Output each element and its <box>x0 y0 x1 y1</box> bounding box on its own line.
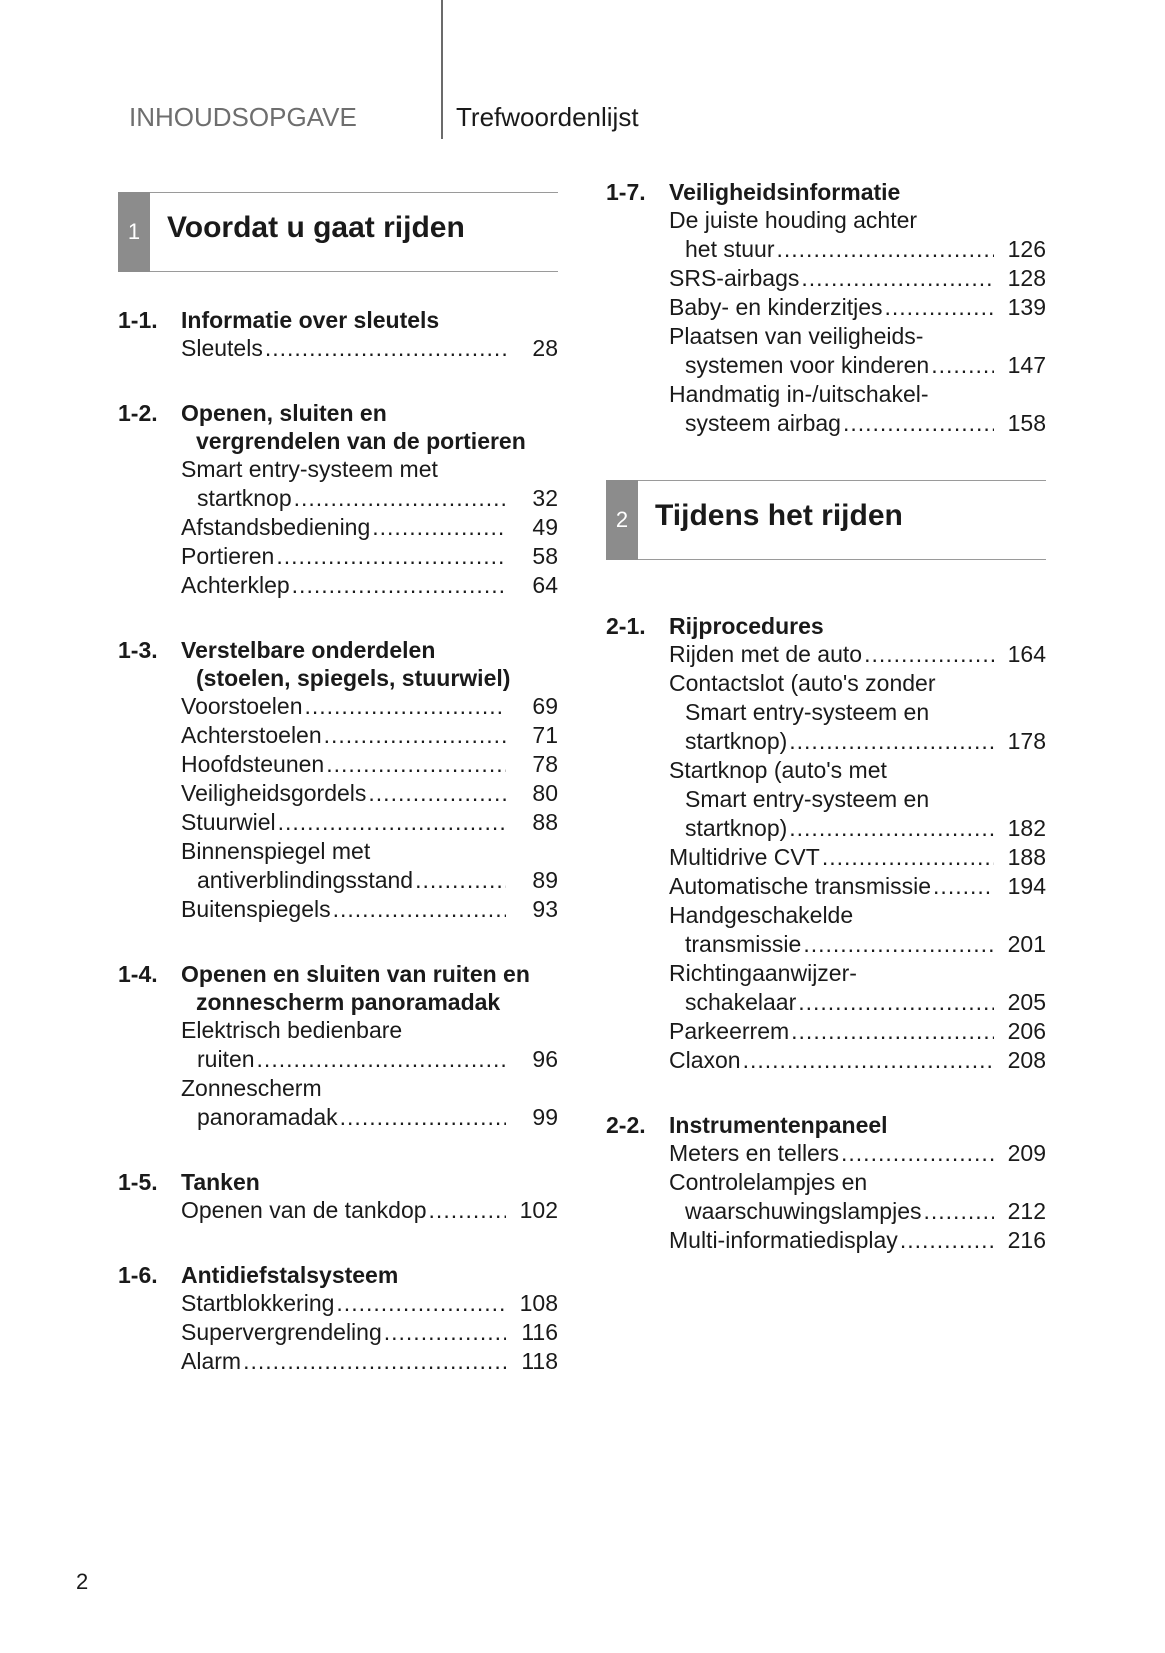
entry-page-number: 178 <box>1007 728 1046 754</box>
dot-leader <box>429 1196 506 1225</box>
entry-page-number: 126 <box>1007 236 1046 262</box>
dot-leader <box>777 235 995 264</box>
dot-leader <box>864 640 994 669</box>
section-title-line: Openen, sluiten en <box>181 400 387 426</box>
section-title <box>181 399 558 455</box>
entry-page-number: 209 <box>1007 1140 1046 1166</box>
entry-text: Veiligheidsgordels <box>181 780 367 806</box>
entry-page-number: 208 <box>1007 1047 1046 1073</box>
toc-section <box>118 960 558 1132</box>
entry-page-line <box>181 692 558 721</box>
toc-entry[interactable] <box>669 293 1046 322</box>
toc-entry[interactable] <box>181 1318 558 1347</box>
entry-text: het stuur <box>685 236 775 262</box>
header-divider <box>441 0 443 139</box>
entry-page-number: 32 <box>532 485 558 511</box>
entry-page-line <box>181 1196 558 1225</box>
section-title <box>669 1111 1046 1139</box>
dot-leader <box>789 814 994 843</box>
entry-page-number: 158 <box>1007 410 1046 436</box>
entry-page-line <box>181 1045 558 1074</box>
entry-page-number: 116 <box>521 1319 558 1345</box>
entry-page-line <box>181 542 558 571</box>
chapter-sections <box>118 306 558 1376</box>
entry-page-line <box>669 843 1046 872</box>
section-entries <box>118 1289 558 1376</box>
entry-text: Meters en tellers <box>669 1140 840 1166</box>
section-title-line: Verstelbare onderdelen <box>181 637 436 663</box>
toc-entry[interactable] <box>669 756 1046 843</box>
entry-text: Openen van de tankdop <box>181 1197 427 1223</box>
section-number: 1-3. <box>118 637 158 663</box>
entry-page-line <box>181 1289 558 1318</box>
entry-text: Supervergrendeling <box>181 1319 382 1345</box>
entry-text-line: Handmatig in-/uitschakel- <box>669 381 929 407</box>
entry-page-number: 80 <box>532 780 558 806</box>
entry-page-line <box>669 640 1046 669</box>
toc-entry[interactable] <box>181 895 558 924</box>
entry-text: systemen voor kinderen <box>685 352 930 378</box>
entry-page-number: 89 <box>532 867 558 893</box>
entry-text-line: De juiste houding achter <box>669 207 918 233</box>
entry-text-line: Plaatsen van veiligheids- <box>669 323 924 349</box>
entry-page-number: 205 <box>1007 989 1046 1015</box>
entry-text: startknop <box>197 485 292 511</box>
entry-page-number: 206 <box>1007 1018 1046 1044</box>
toc-entry[interactable] <box>181 513 558 542</box>
entry-page-line <box>669 1139 1046 1168</box>
entry-text: Achterklep <box>181 572 290 598</box>
entry-page-line <box>669 988 1046 1017</box>
dot-leader <box>841 1139 994 1168</box>
section-entries <box>118 1196 558 1225</box>
entry-page-number: 216 <box>1007 1227 1046 1253</box>
entry-text: Sleutels <box>181 335 263 361</box>
entry-page-line <box>669 235 1046 264</box>
dot-leader <box>791 1017 994 1046</box>
toc-entry[interactable] <box>669 322 1046 380</box>
entry-page-number: 88 <box>532 809 558 835</box>
entry-text: Baby- en kinderzitjes <box>669 294 883 320</box>
entry-page-number: 194 <box>1007 873 1046 899</box>
section-title <box>181 960 558 1016</box>
entry-page-line <box>181 779 558 808</box>
entry-page-number: 102 <box>519 1197 558 1223</box>
section-entries <box>606 1139 1046 1255</box>
entry-page-number: 28 <box>532 335 558 361</box>
dot-leader <box>368 779 506 808</box>
dot-leader <box>292 571 506 600</box>
chapter-heading[interactable] <box>118 192 558 272</box>
entry-text: waarschuwingslampjes <box>685 1198 922 1224</box>
entry-page-line <box>181 721 558 750</box>
section-heading[interactable] <box>118 306 558 334</box>
toc-entry[interactable] <box>669 959 1046 1017</box>
entry-page-number: 118 <box>521 1348 558 1374</box>
dot-leader <box>931 351 994 380</box>
entry-text: Rijden met de auto <box>669 641 863 667</box>
entry-page-number: 49 <box>532 514 558 540</box>
toc-entry[interactable] <box>669 1139 1046 1168</box>
entry-page-line <box>669 1046 1046 1075</box>
dot-leader <box>276 542 506 571</box>
section-number: 1-6. <box>118 1262 158 1288</box>
entry-page-line <box>181 750 558 779</box>
section-number: 1-2. <box>118 400 158 426</box>
toc-column-left <box>118 192 558 1376</box>
toc-entry[interactable] <box>181 1016 558 1074</box>
chapter-heading[interactable] <box>606 480 1046 560</box>
chapter-title: Voordat u gaat rijden <box>167 211 465 244</box>
toc-entry[interactable] <box>669 1017 1046 1046</box>
dot-leader <box>324 721 506 750</box>
entry-text: Hoofdsteunen <box>181 751 325 777</box>
entry-page-line <box>181 1318 558 1347</box>
entry-text-line: Smart entry-systeem en <box>685 786 930 812</box>
dot-leader <box>340 1103 506 1132</box>
section-title <box>669 612 1046 640</box>
section-number: 1-4. <box>118 961 158 987</box>
dot-leader <box>333 895 506 924</box>
entry-text-line: Elektrisch bedienbare <box>181 1017 403 1043</box>
toc-section <box>118 1168 558 1225</box>
entry-page-line <box>669 293 1046 322</box>
dot-leader <box>843 409 994 438</box>
dot-leader <box>789 727 994 756</box>
entry-page-number: 188 <box>1007 844 1046 870</box>
dot-leader <box>294 484 506 513</box>
entry-page-line <box>181 1347 558 1376</box>
toc-section <box>118 306 558 363</box>
section-entries <box>118 1016 558 1132</box>
toc-entry[interactable] <box>669 669 1046 756</box>
entry-text-line: Handgeschakelde <box>669 902 854 928</box>
section-title-line: (stoelen, spiegels, stuurwiel) <box>196 665 511 691</box>
entry-text-line: Binnenspiegel met <box>181 838 371 864</box>
entry-text: schakelaar <box>685 989 797 1015</box>
entry-page-line <box>669 1226 1046 1255</box>
entry-text: Stuurwiel <box>181 809 276 835</box>
dot-leader <box>933 872 994 901</box>
entry-page-line <box>669 264 1046 293</box>
section-heading[interactable] <box>118 1168 558 1196</box>
section-title-line: Informatie over sleutels <box>181 307 440 333</box>
dot-leader <box>885 293 995 322</box>
entry-page-number: 139 <box>1007 294 1046 320</box>
section-entries <box>118 455 558 600</box>
section-title <box>669 178 1046 206</box>
entry-page-line <box>181 513 558 542</box>
entry-text: Afstandsbediening <box>181 514 371 540</box>
toc-section <box>606 1111 1046 1255</box>
toc-entry[interactable] <box>181 1289 558 1318</box>
dot-leader <box>384 1318 506 1347</box>
entry-page-number: 58 <box>532 543 558 569</box>
entry-page-line <box>669 1197 1046 1226</box>
entry-page-line <box>181 334 558 363</box>
entry-text: ruiten <box>197 1046 255 1072</box>
dot-leader <box>801 264 994 293</box>
section-entries <box>606 640 1046 1075</box>
entry-text-line: Startknop (auto's met <box>669 757 887 783</box>
entry-text-line: Richtingaanwijzer- <box>669 960 857 986</box>
section-number: 1-1. <box>118 307 158 333</box>
section-heading[interactable] <box>606 1111 1046 1139</box>
entry-text: Alarm <box>181 1348 242 1374</box>
toc-entry[interactable] <box>669 264 1046 293</box>
toc-entry[interactable] <box>181 1347 558 1376</box>
section-heading[interactable] <box>606 612 1046 640</box>
toc-entry[interactable] <box>669 380 1046 438</box>
entry-text: transmissie <box>685 931 802 957</box>
entry-text: Multidrive CVT <box>669 844 820 870</box>
entry-page-line <box>669 351 1046 380</box>
toc-entry[interactable] <box>181 808 558 837</box>
section-heading[interactable] <box>118 636 558 692</box>
entry-text: startknop) <box>685 728 788 754</box>
section-title-line: Rijprocedures <box>669 613 824 639</box>
entry-page-number: 96 <box>532 1046 558 1072</box>
entry-text: Voorstoelen <box>181 693 303 719</box>
entry-text: startknop) <box>685 815 788 841</box>
entry-page-number: 71 <box>532 722 558 748</box>
entry-page-line <box>181 484 558 513</box>
toc-entry[interactable] <box>181 334 558 363</box>
header-toc-label: INHOUDSOPGAVE <box>129 102 357 132</box>
toc-entry[interactable] <box>669 901 1046 959</box>
entry-text: Achterstoelen <box>181 722 322 748</box>
section-heading[interactable] <box>118 1261 558 1289</box>
toc-entry[interactable] <box>181 1196 558 1225</box>
continued-sections <box>606 178 1046 438</box>
entry-text: Claxon <box>669 1047 741 1073</box>
entry-page-number: 128 <box>1007 265 1046 291</box>
toc-section <box>118 399 558 600</box>
entry-text: antiverblindingsstand <box>197 867 414 893</box>
chapter-number-tab: 1 <box>118 192 150 272</box>
section-title-line: Veiligheidsinformatie <box>669 179 901 205</box>
toc-section <box>606 178 1046 438</box>
section-heading[interactable] <box>606 178 1046 206</box>
toc-column-right <box>606 178 1046 1255</box>
dot-leader <box>336 1289 506 1318</box>
entry-page-number: 64 <box>532 572 558 598</box>
section-title-line: zonnescherm panoramadak <box>196 989 501 1015</box>
toc-entry[interactable] <box>669 872 1046 901</box>
dot-leader <box>265 334 506 363</box>
toc-entry[interactable] <box>181 837 558 895</box>
entry-page-number: 147 <box>1007 352 1046 378</box>
toc-entry[interactable] <box>181 779 558 808</box>
dot-leader <box>822 843 994 872</box>
entry-text: Automatische transmissie <box>669 873 932 899</box>
section-title-line: Instrumentenpaneel <box>669 1112 888 1138</box>
dot-leader <box>243 1347 506 1376</box>
chapter-sections <box>606 612 1046 1255</box>
dot-leader <box>798 988 994 1017</box>
toc-section <box>606 612 1046 1075</box>
entry-page-line <box>181 1103 558 1132</box>
section-title-line: Openen en sluiten van ruiten en <box>181 961 530 987</box>
toc-entry[interactable] <box>669 1168 1046 1226</box>
section-heading[interactable] <box>118 399 558 455</box>
toc-section <box>118 636 558 924</box>
dot-leader <box>415 866 506 895</box>
dot-leader <box>326 750 506 779</box>
entry-text: Startblokkering <box>181 1290 335 1316</box>
toc-entry[interactable] <box>669 640 1046 669</box>
toc-entry[interactable] <box>669 1226 1046 1255</box>
section-heading[interactable] <box>118 960 558 1016</box>
dot-leader <box>257 1045 506 1074</box>
entry-text: systeem airbag <box>685 410 841 436</box>
section-number: 1-5. <box>118 1169 158 1195</box>
entry-page-number: 182 <box>1007 815 1046 841</box>
entry-text: Parkeerrem <box>669 1018 790 1044</box>
entry-text-line: Smart entry-systeem en <box>685 699 930 725</box>
page-number: 2 <box>76 1569 89 1594</box>
toc-section <box>118 1261 558 1376</box>
section-entries <box>118 334 558 363</box>
entry-page-number: 99 <box>532 1104 558 1130</box>
entry-text: SRS-airbags <box>669 265 800 291</box>
entry-page-number: 69 <box>532 693 558 719</box>
toc-entry[interactable] <box>181 455 558 513</box>
toc-entry[interactable] <box>181 1074 558 1132</box>
dot-leader <box>803 930 994 959</box>
section-number: 2-2. <box>606 1112 646 1138</box>
toc-entry[interactable] <box>181 721 558 750</box>
entry-text: Multi-informatiedisplay <box>669 1227 898 1253</box>
dot-leader <box>278 808 506 837</box>
entry-page-number: 201 <box>1007 931 1046 957</box>
section-title-line: Antidiefstalsysteem <box>181 1262 399 1288</box>
entry-text: Portieren <box>181 543 275 569</box>
section-title-line: vergrendelen van de portieren <box>196 428 526 454</box>
toc-entry[interactable] <box>669 843 1046 872</box>
toc-entry[interactable] <box>669 1046 1046 1075</box>
section-entries <box>118 692 558 924</box>
toc-entry[interactable] <box>181 571 558 600</box>
chapter-title: Tijdens het rijden <box>655 499 903 532</box>
header-index-link[interactable]: Trefwoordenlijst <box>456 102 639 132</box>
entry-text-line: Controlelampjes en <box>669 1169 868 1195</box>
toc-entry[interactable] <box>181 692 558 721</box>
toc-entry[interactable] <box>669 206 1046 264</box>
section-title <box>181 306 558 334</box>
entry-text-line: Zonnescherm <box>181 1075 322 1101</box>
entry-page-line <box>181 571 558 600</box>
entry-page-line <box>669 872 1046 901</box>
dot-leader <box>924 1197 995 1226</box>
entry-text-line: Smart entry-systeem met <box>181 456 438 482</box>
dot-leader <box>900 1226 994 1255</box>
entry-page-line <box>181 866 558 895</box>
entry-page-line <box>669 814 1046 843</box>
section-title <box>181 636 558 692</box>
entry-text: Buitenspiegels <box>181 896 331 922</box>
entry-page-line <box>669 409 1046 438</box>
dot-leader <box>372 513 506 542</box>
toc-entry[interactable] <box>181 750 558 779</box>
entry-text: panoramadak <box>197 1104 338 1130</box>
entry-page-line <box>181 808 558 837</box>
entry-page-line <box>669 727 1046 756</box>
entry-page-line <box>181 895 558 924</box>
entry-page-number: 93 <box>532 896 558 922</box>
chapter-number-tab: 2 <box>606 480 638 560</box>
dot-leader <box>743 1046 994 1075</box>
entry-page-number: 108 <box>519 1290 558 1316</box>
section-entries <box>606 206 1046 438</box>
toc-entry[interactable] <box>181 542 558 571</box>
section-number: 2-1. <box>606 613 646 639</box>
section-title <box>181 1261 558 1289</box>
dot-leader <box>304 692 506 721</box>
entry-page-number: 212 <box>1007 1198 1046 1224</box>
entry-text-line: Contactslot (auto's zonder <box>669 670 936 696</box>
section-title-line: Tanken <box>181 1169 260 1195</box>
entry-page-number: 164 <box>1007 641 1046 667</box>
entry-page-number: 78 <box>532 751 558 777</box>
entry-page-line <box>669 1017 1046 1046</box>
entry-page-line <box>669 930 1046 959</box>
section-number: 1-7. <box>606 179 646 205</box>
section-title <box>181 1168 558 1196</box>
